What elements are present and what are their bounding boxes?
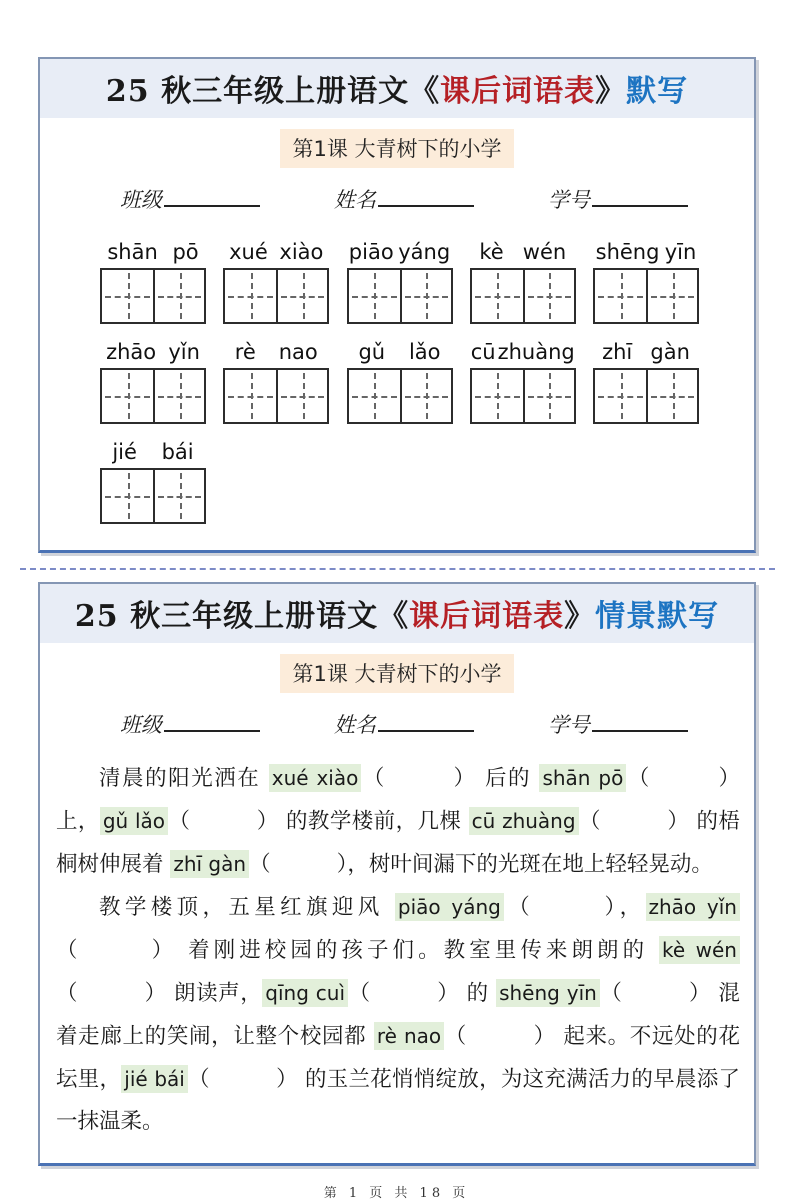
class-field xyxy=(120,709,260,739)
writing-grid-cell[interactable] xyxy=(349,270,400,322)
pinyin-highlight: xué xiào xyxy=(269,764,362,792)
title-prefix: 25 秋三年级上册语文 xyxy=(74,599,379,634)
page-number: 第 1 页 共 18 页 xyxy=(323,1186,470,1201)
pinyin-label: jié bái xyxy=(112,440,194,464)
answer-blank[interactable]: （ ） xyxy=(56,938,178,963)
pinyin-label: zhāo yǐn xyxy=(106,340,200,364)
student-no-field xyxy=(548,709,688,739)
pinyin-label: piāo yáng xyxy=(348,240,451,264)
word-unit xyxy=(100,240,206,324)
writing-grid-cell[interactable] xyxy=(472,370,523,422)
title-bracket-open: 《 xyxy=(409,74,441,109)
context-text xyxy=(40,745,754,1163)
name-input-line[interactable] xyxy=(378,186,474,207)
student-no-field xyxy=(548,184,688,214)
answer-blank[interactable]: （ ） xyxy=(361,766,477,791)
writing-grid-cell[interactable] xyxy=(523,270,574,322)
pinyin-highlight: zhāo yǐn xyxy=(646,893,740,921)
pinyin-label: xué xiào xyxy=(229,240,324,264)
word-unit xyxy=(223,340,329,424)
word-row xyxy=(100,340,699,424)
context-paragraph: 教学楼顶，五星红旗迎风 piāo yáng （ ）， zhāo yǐn（ ） 着刚进校园的孩子们。教室里传来朗朗的 kè wén（ ） 朗读声， qīng cuì （ ） 的 shēng yīn （ ） 混着走廊上的笑闹，让整个校园都 rè nao （ ） 起来。不远处的花坛里， jié bái （ ） 的玉兰花悄悄绽放，为这充满活力的早晨添了一抹温柔。 xyxy=(56,895,740,1134)
class-field xyxy=(120,184,260,214)
word-row xyxy=(100,440,699,524)
answer-blank[interactable]: （ ） xyxy=(444,1024,556,1049)
writing-grid-box[interactable] xyxy=(223,268,329,324)
pinyin-label: zhī gàn xyxy=(602,340,690,364)
class-input-line[interactable] xyxy=(164,186,260,207)
pinyin-highlight: zhī gàn xyxy=(170,850,249,878)
writing-grid-cell[interactable] xyxy=(102,470,153,522)
dictation-card xyxy=(38,57,756,553)
pinyin-highlight: piāo yáng xyxy=(395,893,504,921)
class-label: 班级 xyxy=(120,713,162,737)
writing-grid-box[interactable] xyxy=(347,368,453,424)
lesson-subtitle: 第1课 大青树下的小学 xyxy=(280,129,513,168)
writing-grid-cell[interactable] xyxy=(646,270,697,322)
answer-blank[interactable]: （ ） xyxy=(187,1067,298,1092)
student-no-label: 学号 xyxy=(548,188,590,212)
writing-grid-box[interactable] xyxy=(223,368,329,424)
word-unit xyxy=(470,340,576,424)
writing-grid-cell[interactable] xyxy=(276,370,327,422)
class-label: 班级 xyxy=(120,188,162,212)
student-info-row xyxy=(40,699,754,745)
writing-grid-box[interactable] xyxy=(593,368,699,424)
word-unit xyxy=(100,340,206,424)
pinyin-highlight: rè nao xyxy=(374,1022,444,1050)
card2-title xyxy=(40,584,754,643)
pinyin-highlight: shēng yīn xyxy=(496,979,600,1007)
writing-grid-cell[interactable] xyxy=(276,270,327,322)
lesson-subtitle-row xyxy=(40,129,754,168)
writing-grid-cell[interactable] xyxy=(595,270,646,322)
writing-grid-cell[interactable] xyxy=(153,470,204,522)
pinyin-highlight: kè wén xyxy=(659,936,740,964)
title-bracket-close: 》 xyxy=(595,74,627,109)
writing-grid-box[interactable] xyxy=(100,368,206,424)
writing-grid-cell[interactable] xyxy=(225,370,276,422)
answer-blank[interactable]: （ ） xyxy=(56,981,167,1006)
name-label: 姓名 xyxy=(334,188,376,212)
answer-blank[interactable]: （ ） xyxy=(599,981,712,1006)
pinyin-label: shān pō xyxy=(107,240,199,264)
pinyin-highlight: qīng cuì xyxy=(262,979,348,1007)
word-unit xyxy=(347,240,453,324)
student-info-row xyxy=(40,174,754,220)
class-input-line[interactable] xyxy=(164,711,260,732)
writing-grid-box[interactable] xyxy=(470,368,576,424)
context-dictation-card xyxy=(38,582,756,1166)
answer-blank[interactable]: （ ） xyxy=(503,895,620,920)
writing-grid-cell[interactable] xyxy=(472,270,523,322)
answer-blank[interactable]: （ ） xyxy=(348,981,460,1006)
writing-grid-box[interactable] xyxy=(100,268,206,324)
pinyin-label: cū zhuàng xyxy=(470,340,575,364)
title-book-name: 课后词语表 xyxy=(409,599,565,634)
title-bracket-open: 《 xyxy=(378,599,410,634)
title-prefix: 25 秋三年级上册语文 xyxy=(105,74,410,109)
word-unit xyxy=(593,240,699,324)
writing-grid-cell[interactable] xyxy=(102,370,153,422)
word-unit xyxy=(470,240,576,324)
writing-grid-box[interactable] xyxy=(470,268,576,324)
lesson-subtitle-row xyxy=(40,654,754,693)
pinyin-highlight: gǔ lǎo xyxy=(100,807,168,835)
title-book-name: 课后词语表 xyxy=(440,74,596,109)
writing-grid-box[interactable] xyxy=(100,468,206,524)
writing-grid-cell[interactable] xyxy=(102,270,153,322)
pinyin-label: gǔ lǎo xyxy=(358,340,441,364)
writing-grid-cell[interactable] xyxy=(153,370,204,422)
word-unit xyxy=(223,240,329,324)
writing-grid-cell[interactable] xyxy=(153,270,204,322)
word-row xyxy=(100,240,699,324)
title-suffix: 默写 xyxy=(626,74,689,109)
pinyin-label: shēng yīn xyxy=(595,240,697,264)
name-field xyxy=(334,709,474,739)
word-unit xyxy=(347,340,453,424)
answer-blank[interactable]: （ ） xyxy=(626,766,740,791)
card1-title xyxy=(40,59,754,118)
pinyin-highlight: shān pō xyxy=(539,764,626,792)
writing-grid-cell[interactable] xyxy=(349,370,400,422)
dashed-cut-line xyxy=(20,568,775,570)
writing-grid-box[interactable] xyxy=(347,268,453,324)
writing-grid-cell[interactable] xyxy=(595,370,646,422)
pinyin-label: kè wén xyxy=(479,240,567,264)
writing-grid-cell[interactable] xyxy=(523,370,574,422)
title-suffix: 情景默写 xyxy=(595,599,720,634)
name-field xyxy=(334,184,474,214)
pinyin-highlight: jié bái xyxy=(121,1065,188,1093)
answer-blank[interactable]: （ ） xyxy=(249,852,348,877)
word-unit xyxy=(593,340,699,424)
student-no-input-line[interactable] xyxy=(592,711,688,732)
answer-blank[interactable]: （ ） xyxy=(578,809,690,834)
answer-blank[interactable]: （ ） xyxy=(168,809,279,834)
writing-grid-cell[interactable] xyxy=(400,370,451,422)
lesson-subtitle: 第1课 大青树下的小学 xyxy=(280,654,513,693)
name-label: 姓名 xyxy=(334,713,376,737)
word-unit xyxy=(100,440,206,524)
pinyin-word-grid xyxy=(40,220,754,550)
writing-grid-box[interactable] xyxy=(593,268,699,324)
pinyin-highlight: cū zhuàng xyxy=(469,807,579,835)
writing-grid-cell[interactable] xyxy=(225,270,276,322)
name-input-line[interactable] xyxy=(378,711,474,732)
writing-grid-cell[interactable] xyxy=(400,270,451,322)
writing-grid-cell[interactable] xyxy=(646,370,697,422)
title-bracket-close: 》 xyxy=(564,599,596,634)
context-paragraph: 清晨的阳光洒在 xué xiào （ ） 后的 shān pō （ ） 上， gǔ lǎo （ ） 的教学楼前，几棵 cū zhuàng （ ） 的梧桐树伸展着 zhī gàn （ ），树叶间漏下的光斑在地上轻轻晃动。 xyxy=(56,766,740,877)
student-no-label: 学号 xyxy=(548,713,590,737)
pinyin-label: rè nao xyxy=(234,340,318,364)
student-no-input-line[interactable] xyxy=(592,186,688,207)
